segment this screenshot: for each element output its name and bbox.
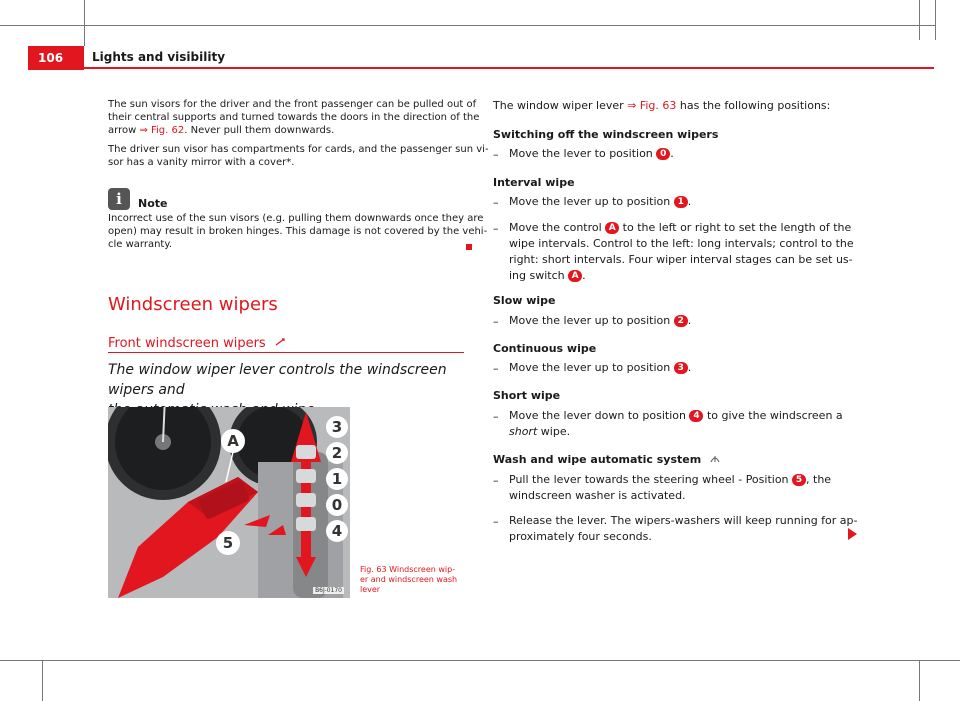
header-rule bbox=[84, 67, 934, 69]
figure-link[interactable]: ⇒ Fig. 62 bbox=[139, 125, 185, 136]
note-text: Incorrect use of the sun visors (e.g. pulling them downwards once they are bbox=[108, 213, 484, 224]
step-text: right: short intervals. Four wiper interval stages can be set us- bbox=[509, 253, 853, 266]
dash: – bbox=[493, 410, 499, 423]
step-text: Move the lever to position 0 . bbox=[509, 147, 674, 160]
lead-text: The window wiper lever controls the windscreen wipers and bbox=[108, 362, 447, 398]
crop-mark bbox=[919, 0, 920, 40]
position-badge: 4 bbox=[689, 410, 703, 422]
paragraph-line: The sun visors for the driver and the front passenger can be pulled out of bbox=[108, 99, 477, 110]
crop-mark bbox=[0, 25, 935, 26]
step-text: Move the lever down to position 4 to give the windscreen a bbox=[509, 409, 843, 422]
step-text: wipe intervals. Control to the left: long intervals; control to the bbox=[509, 237, 854, 250]
paragraph-line: The driver sun visor has compartments for cards, and the passenger sun vi- bbox=[108, 144, 489, 155]
figure-label-3: 3 bbox=[326, 416, 348, 438]
dash: – bbox=[493, 148, 499, 161]
position-badge: 0 bbox=[656, 148, 670, 160]
step-text: Move the control A to the left or right to set the length of the bbox=[509, 221, 852, 234]
figure-label-2: 2 bbox=[326, 442, 348, 464]
dash: – bbox=[493, 315, 499, 328]
section-title: Windscreen wipers bbox=[108, 294, 278, 315]
crop-mark bbox=[919, 660, 920, 701]
page-number: 106 bbox=[28, 46, 84, 70]
heading-continuous: Continuous wipe bbox=[493, 342, 597, 355]
note-text: open) may result in broken hinges. This damage is not covered by the vehi- bbox=[108, 226, 488, 237]
crop-mark bbox=[0, 660, 960, 661]
figure-label-4: 4 bbox=[326, 520, 348, 542]
heading-off: Switching off the windscreen wipers bbox=[493, 128, 719, 141]
heading-short: Short wipe bbox=[493, 389, 561, 402]
step-text: Move the lever up to position 1 . bbox=[509, 195, 692, 208]
wiper-lever-figure bbox=[108, 407, 350, 598]
crop-mark bbox=[84, 0, 85, 46]
paragraph-line: arrow ⇒ Fig. 62. Never pull them downwards. bbox=[108, 125, 335, 136]
position-badge: 5 bbox=[792, 474, 806, 486]
heading-slow: Slow wipe bbox=[493, 294, 556, 307]
position-badge: 2 bbox=[674, 315, 688, 327]
note-text: cle warranty. bbox=[108, 239, 173, 250]
dash: – bbox=[493, 515, 499, 528]
car-feature-icon bbox=[274, 336, 286, 348]
subsection-title: Front windscreen wipers bbox=[108, 336, 286, 351]
figure-code: B6J-0170 bbox=[315, 587, 342, 594]
step-text: Move the lever up to position 2 . bbox=[509, 314, 692, 327]
paragraph-line: sor has a vanity mirror with a cover*. bbox=[108, 157, 295, 168]
end-marker bbox=[466, 244, 472, 250]
dash: – bbox=[493, 222, 499, 235]
figure-label-5: 5 bbox=[216, 531, 240, 555]
crop-mark bbox=[42, 660, 43, 701]
step-text: Move the lever up to position 3 . bbox=[509, 361, 692, 374]
info-icon: i bbox=[108, 188, 130, 210]
step-text: ing switch A . bbox=[509, 269, 586, 282]
position-badge: 3 bbox=[674, 362, 688, 374]
position-badge: 1 bbox=[674, 196, 688, 208]
control-badge: A bbox=[605, 222, 619, 234]
figure-caption: Fig. 63 Windscreen wip- er and windscreen wash lever bbox=[360, 565, 458, 594]
dash: – bbox=[493, 474, 499, 487]
control-badge: A bbox=[568, 270, 582, 282]
step-text: windscreen washer is activated. bbox=[509, 489, 686, 502]
heading-wash: Wash and wipe automatic system bbox=[493, 452, 721, 466]
figure-label-0: 0 bbox=[326, 494, 348, 516]
chapter-title: Lights and visibility bbox=[92, 50, 226, 64]
figure-label-1: 1 bbox=[326, 468, 348, 490]
figure-link[interactable]: ⇒ Fig. 63 bbox=[627, 99, 677, 112]
figure-label-a: A bbox=[221, 429, 245, 453]
paragraph-line: their central supports and turned towards the doors in the direction of the bbox=[108, 112, 480, 123]
wash-wipe-icon bbox=[709, 452, 721, 464]
step-text: proximately four seconds. bbox=[509, 530, 652, 543]
step-text: Pull the lever towards the steering wheel - Position 5 , the bbox=[509, 473, 832, 486]
dash: – bbox=[493, 196, 499, 209]
dash: – bbox=[493, 362, 499, 375]
step-text: short wipe. bbox=[509, 425, 571, 438]
note-title: Note bbox=[138, 197, 168, 210]
crop-mark bbox=[935, 0, 936, 40]
subsection-rule bbox=[108, 352, 464, 353]
step-text: Release the lever. The wipers-washers will keep running for ap- bbox=[509, 514, 858, 527]
continue-arrow-icon bbox=[848, 528, 857, 540]
heading-interval: Interval wipe bbox=[493, 176, 575, 189]
intro-text: The window wiper lever ⇒ Fig. 63 has the following positions: bbox=[493, 99, 831, 112]
